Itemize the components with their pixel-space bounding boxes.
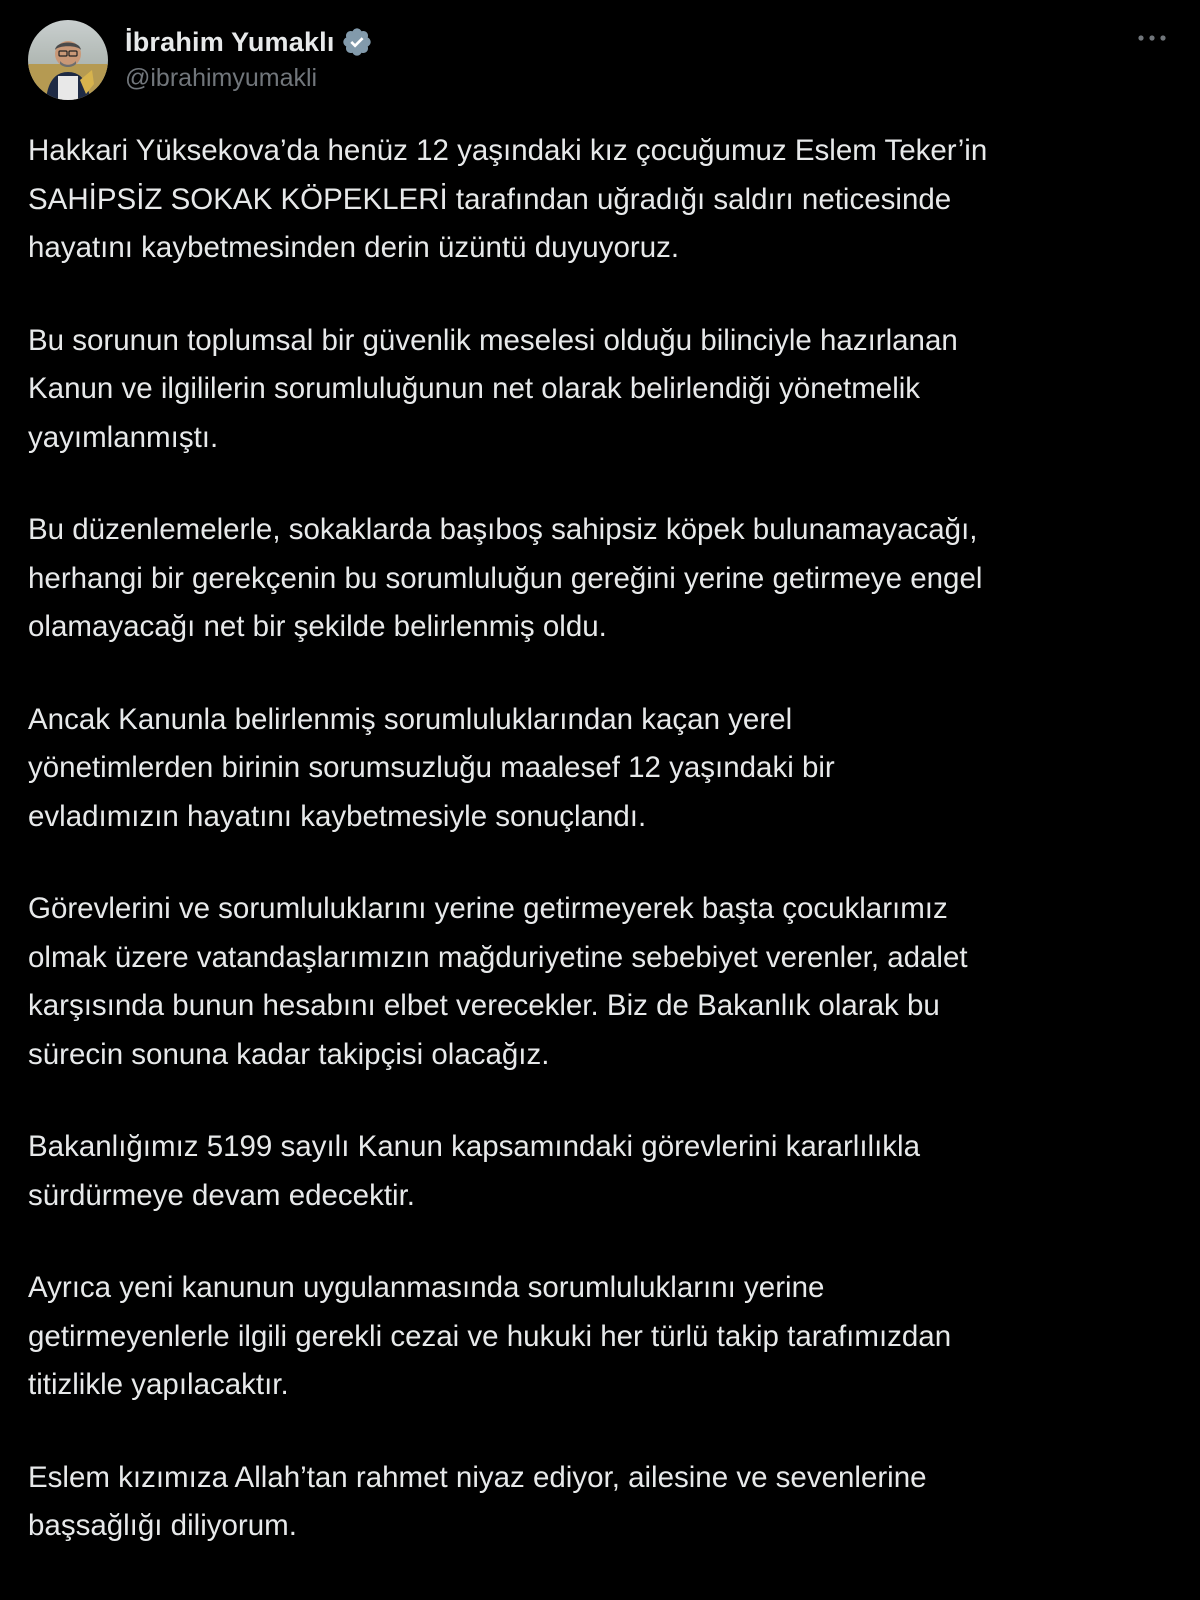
tweet-text-line: Kanun ve ilgililerin sorumluluğunun net olarak belirlendiği yönetmelik — [28, 372, 921, 405]
tweet-text-line: Bu sorunun toplumsal bir güvenlik meselesi olduğu bilinciyle hazırlanan — [28, 323, 958, 357]
tweet-text-line: hayatını kaybetmesinden derin üzüntü duyuyoruz. — [28, 231, 680, 264]
tweet-paragraph — [28, 1454, 1178, 1551]
tweet-paragraph — [28, 127, 1178, 273]
tweet-paragraph — [28, 696, 1178, 842]
avatar[interactable] — [28, 20, 108, 100]
tweet-text-line: karşısında bunun hesabını elbet verecekler. Biz de Bakanlık olarak bu — [28, 989, 940, 1022]
tweet-paragraph — [28, 885, 1178, 1079]
more-options-button[interactable] — [1132, 26, 1172, 50]
more-options-icon — [1137, 34, 1167, 42]
tweet-paragraph — [28, 506, 1178, 652]
tweet-text-line: yönetimlerden birinin sorumsuzluğu maalesef 12 yaşındaki bir — [28, 751, 835, 784]
tweet-text-line: SAHİPSİZ SOKAK KÖPEKLERİ tarafından uğradığı saldırı neticesinde — [28, 182, 952, 216]
tweet-text-line: Ayrıca yeni kanunun uygulanmasında sorumluluklarını yerine — [28, 1271, 825, 1304]
tweet-text-line: titizlikle yapılacaktır. — [28, 1368, 289, 1401]
display-name-row — [125, 24, 373, 60]
tweet-header — [28, 20, 1172, 102]
tweet-text-line: olmak üzere vatandaşlarımızın mağduriyetine sebebiyet verenler, adalet — [28, 940, 968, 974]
tweet-paragraph — [28, 317, 1178, 463]
author-names — [125, 24, 373, 93]
tweet-text-line: Görevlerini ve sorumluluklarını yerine getirmeyerek başta çocuklarımız — [28, 892, 948, 925]
tweet-text-line: getirmeyenlerle ilgili gerekli cezai ve hukuki her türlü takip tarafımızdan — [28, 1319, 952, 1353]
tweet-text — [28, 127, 1178, 1595]
tweet-text-line: başsağlığı diliyorum. — [28, 1509, 297, 1542]
tweet-text-line: Bakanlığımız 5199 sayılı Kanun kapsamındaki görevlerini kararlılıkla — [28, 1130, 921, 1163]
author-handle[interactable]: @ibrahimyumakli — [125, 64, 318, 92]
tweet-paragraph — [28, 1264, 1178, 1410]
tweet-paragraph — [28, 1123, 1178, 1220]
tweet-text-line: herhangi bir gerekçenin bu sorumluluğun gereğini yerine getirmeye engel — [28, 561, 983, 595]
tweet-text-line: sürecin sonuna kadar takipçisi olacağız. — [28, 1037, 550, 1071]
tweet-text-line: Bu düzenlemelerle, sokaklarda başıboş sahipsiz köpek bulunamayacağı, — [28, 513, 978, 546]
tweet-text-line: yayımlanmıştı. — [28, 420, 219, 454]
tweet-text-line: olamayacağı net bir şekilde belirlenmiş oldu. — [28, 610, 607, 643]
tweet-text-line: evladımızın hayatını kaybetmesiyle sonuçlandı. — [28, 799, 647, 833]
display-name[interactable]: İbrahim Yumaklı — [125, 26, 335, 57]
profile-photo — [28, 20, 108, 100]
tweet-text-line: Ancak Kanunla belirlenmiş sorumluluklarından kaçan yerel — [28, 702, 793, 736]
tweet-text-line: Hakkari Yüksekova’da henüz 12 yaşındaki kız çocuğumuz Eslem Teker’in — [28, 134, 988, 167]
verified-badge-icon — [341, 26, 373, 58]
tweet-text-line: Eslem kızımıza Allah’tan rahmet niyaz ediyor, ailesine ve sevenlerine — [28, 1460, 927, 1494]
tweet-text-line: sürdürmeye devam edecektir. — [28, 1178, 415, 1212]
